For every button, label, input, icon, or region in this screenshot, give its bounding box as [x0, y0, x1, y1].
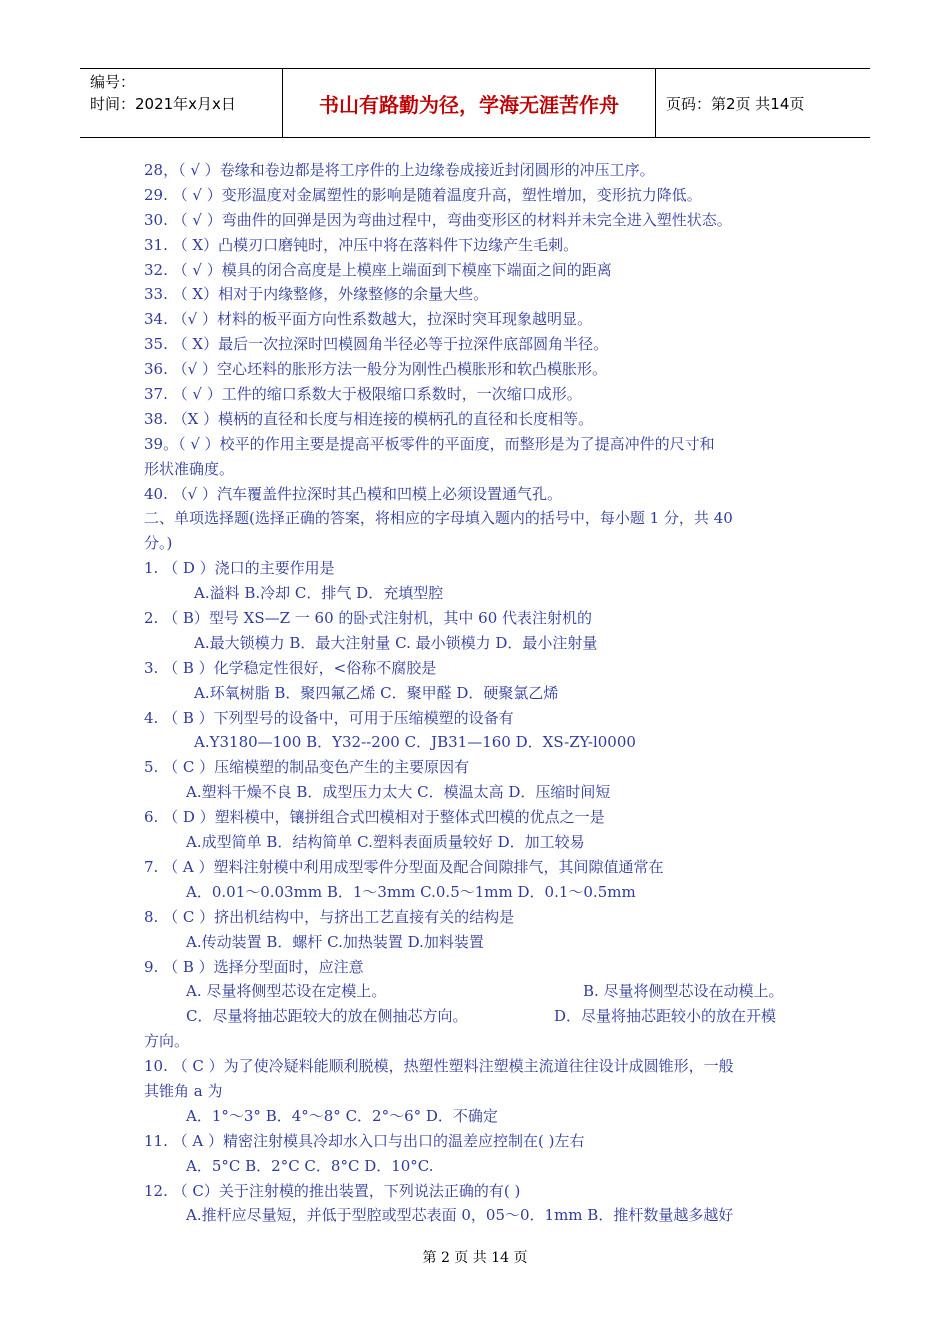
question-36: 36. （√ ）空心坯料的胀形方法一般分为刚性凸模胀形和软凸模胀形。 — [144, 360, 607, 379]
mc-question-8: 8. （ C ）挤出机结构中，与挤出工艺直接有关的结构是 — [144, 907, 515, 926]
mc-question-12: 12. （ C）关于注射模的推出装置，下列说法正确的有( ) — [144, 1181, 521, 1200]
mc-question-10: 10. （ C ）为了使冷疑料能顺利脱模，热塑性塑料注塑模主流道往往设计成圆锥形，一般 — [144, 1057, 734, 1076]
document-body — [144, 158, 810, 1228]
mc-question-1: 1. （ D ）浇口的主要作用是 — [144, 559, 335, 578]
mc-question-5: 5. （ C ）压缩模塑的制品变色产生的主要原因有 — [144, 758, 470, 777]
question-32: 32. （ √ ）模具的闭合高度是上模座上端面到下模座下端面之间的距离 — [144, 260, 612, 279]
question-38: 38. （X ）模柄的直径和长度与相连接的模柄孔的直径和长度相等。 — [144, 409, 594, 428]
mc-options-2: A.最大锁模力 B．最大注射量 C. 最小锁模力 D．最小注射量 — [194, 633, 598, 652]
question-31: 31. （ X）凸模刃口磨钝时，冲压中将在落料件下边缘产生毛刺。 — [144, 235, 579, 254]
question-35: 35. （ X）最后一次拉深时凹模圆角半径必等于拉深件底部圆角半径。 — [144, 335, 609, 354]
section-heading-cont: 分。) — [144, 534, 173, 553]
mc-question-11: 11. （ A ）精密注射模具冷却水入口与出口的温差应控制在( )左右 — [144, 1131, 585, 1150]
question-34: 34. （√ ）材料的板平面方向性系数越大，拉深时突耳现象越明显。 — [144, 310, 592, 329]
mc-question-4: 4. （ B ）下列型号的设备中，可用于压缩模塑的设备有 — [144, 708, 514, 727]
question-28: 28，（ √ ）卷缘和卷边都是将工序件的上边缘卷成接近封闭圆形的冲压工序。 — [144, 161, 655, 179]
mc-question-7: 7. （ A ）塑料注射模中利用成型零件分型面及配合间隙排气，其间隙值通常在 — [144, 857, 664, 876]
page-footer: 第 2 页 共 14 页 — [422, 1250, 528, 1266]
page-header — [80, 68, 870, 138]
mc-options-1: A.溢料 B.冷却 C．排气 D．充填型腔 — [194, 584, 444, 603]
header-meta — [80, 69, 283, 137]
mc-options-4: A.Y3180—100 B．Y32--200 C．JB31—160 D．XS-ZY-l0000 — [194, 733, 636, 752]
mc-options-8: A.传动装置 B．螺杆 C.加热装置 D.加料装置 — [186, 932, 484, 951]
option-9d: D．尽量将抽芯距较小的放在开模 — [554, 1007, 777, 1026]
mc-question-2: 2. （ B）型号 XS—Z 一 60 的卧式注射机，其中 60 代表注射机的 — [144, 609, 593, 628]
question-40: 40. （√ ）汽车覆盖件拉深时其凸模和凹模上必须设置通气孔。 — [144, 484, 562, 503]
mc-options-3: A.环氧树脂 B．聚四氟乙烯 C．聚甲醛 D．硬聚氯乙烯 — [194, 683, 559, 702]
header-motto: 书山有路勤为径，学海无涯苦作舟 — [283, 69, 656, 137]
mc-options-10: A．1°～3° B．4°～8° C．2°～6° D．不确定 — [186, 1106, 498, 1125]
option-9a: A. 尽量将侧型芯设在定模上。 — [186, 982, 387, 1001]
mc-options-9-cont: 方向。 — [144, 1032, 190, 1051]
option-9c: C．尽量将抽芯距较大的放在侧抽芯方向。 — [186, 1007, 468, 1026]
section-heading: 二、单项选择题(选择正确的答案，将相应的字母填入题内的括号中，每小题 1 分，共 40 — [144, 509, 733, 528]
question-39: 39。（ √ ）校平的作用主要是提高平板零件的平面度，而整形是为了提高冲件的尺寸和 — [144, 434, 715, 453]
mc-options-6: A.成型简单 B．结构简单 C.塑料表面质量较好 D．加工较易 — [186, 833, 585, 852]
mc-question-3: 3. （ B ）化学稳定性很好，<俗称不腐胶是 — [144, 658, 437, 677]
question-30: 30. （ √ ）弯曲件的回弹是因为弯曲过程中，弯曲变形区的材料并未完全进入塑性状态。 — [144, 210, 732, 229]
mc-options-5: A.塑料干燥不良 B．成型压力太大 C．模温太高 D．压缩时间短 — [186, 783, 611, 802]
question-29: 29. （ √ ）变形温度对金属塑性的影响是随着温度升高，塑性增加，变形抗力降低。 — [144, 185, 702, 204]
mc-question-6: 6. （ D ）塑料模中，镶拼组合式凹模相对于整体式凹模的优点之一是 — [144, 808, 605, 827]
question-37: 37. （ √ ）工件的缩口系数大于极限缩口系数时，一次缩口成形。 — [144, 385, 582, 404]
doc-number-label: 编号： — [90, 73, 136, 91]
mc-options-9-ab — [144, 979, 810, 1004]
question-39-cont: 形状准确度。 — [144, 459, 235, 478]
doc-date-label: 时间：2021年x月x日 — [90, 95, 236, 113]
header-page-info: 页码：第2页 共14页 — [666, 94, 805, 113]
mc-question-10-cont: 其锥角 a 为 — [144, 1081, 223, 1100]
question-33: 33. （ X）相对于内缘整修，外缘整修的余量大些。 — [144, 285, 489, 304]
mc-options-7: A．0.01～0.03mm B．1～3mm C.0.5～1mm D．0.1～0.5mm — [186, 882, 636, 901]
option-9b: B. 尽量将侧型芯设在动模上。 — [583, 982, 784, 1001]
mc-options-9-cd — [144, 1004, 810, 1029]
mc-options-11: A．5°C B．2°C C．8°C D．10°C. — [186, 1156, 434, 1175]
mc-question-9: 9. （ B ）选择分型面时，应注意 — [144, 957, 364, 976]
mc-options-12: A.推杆应尽量短，并低于型腔或型芯表面 0，05～0．1mm B．推杆数量越多越好 — [186, 1206, 734, 1225]
